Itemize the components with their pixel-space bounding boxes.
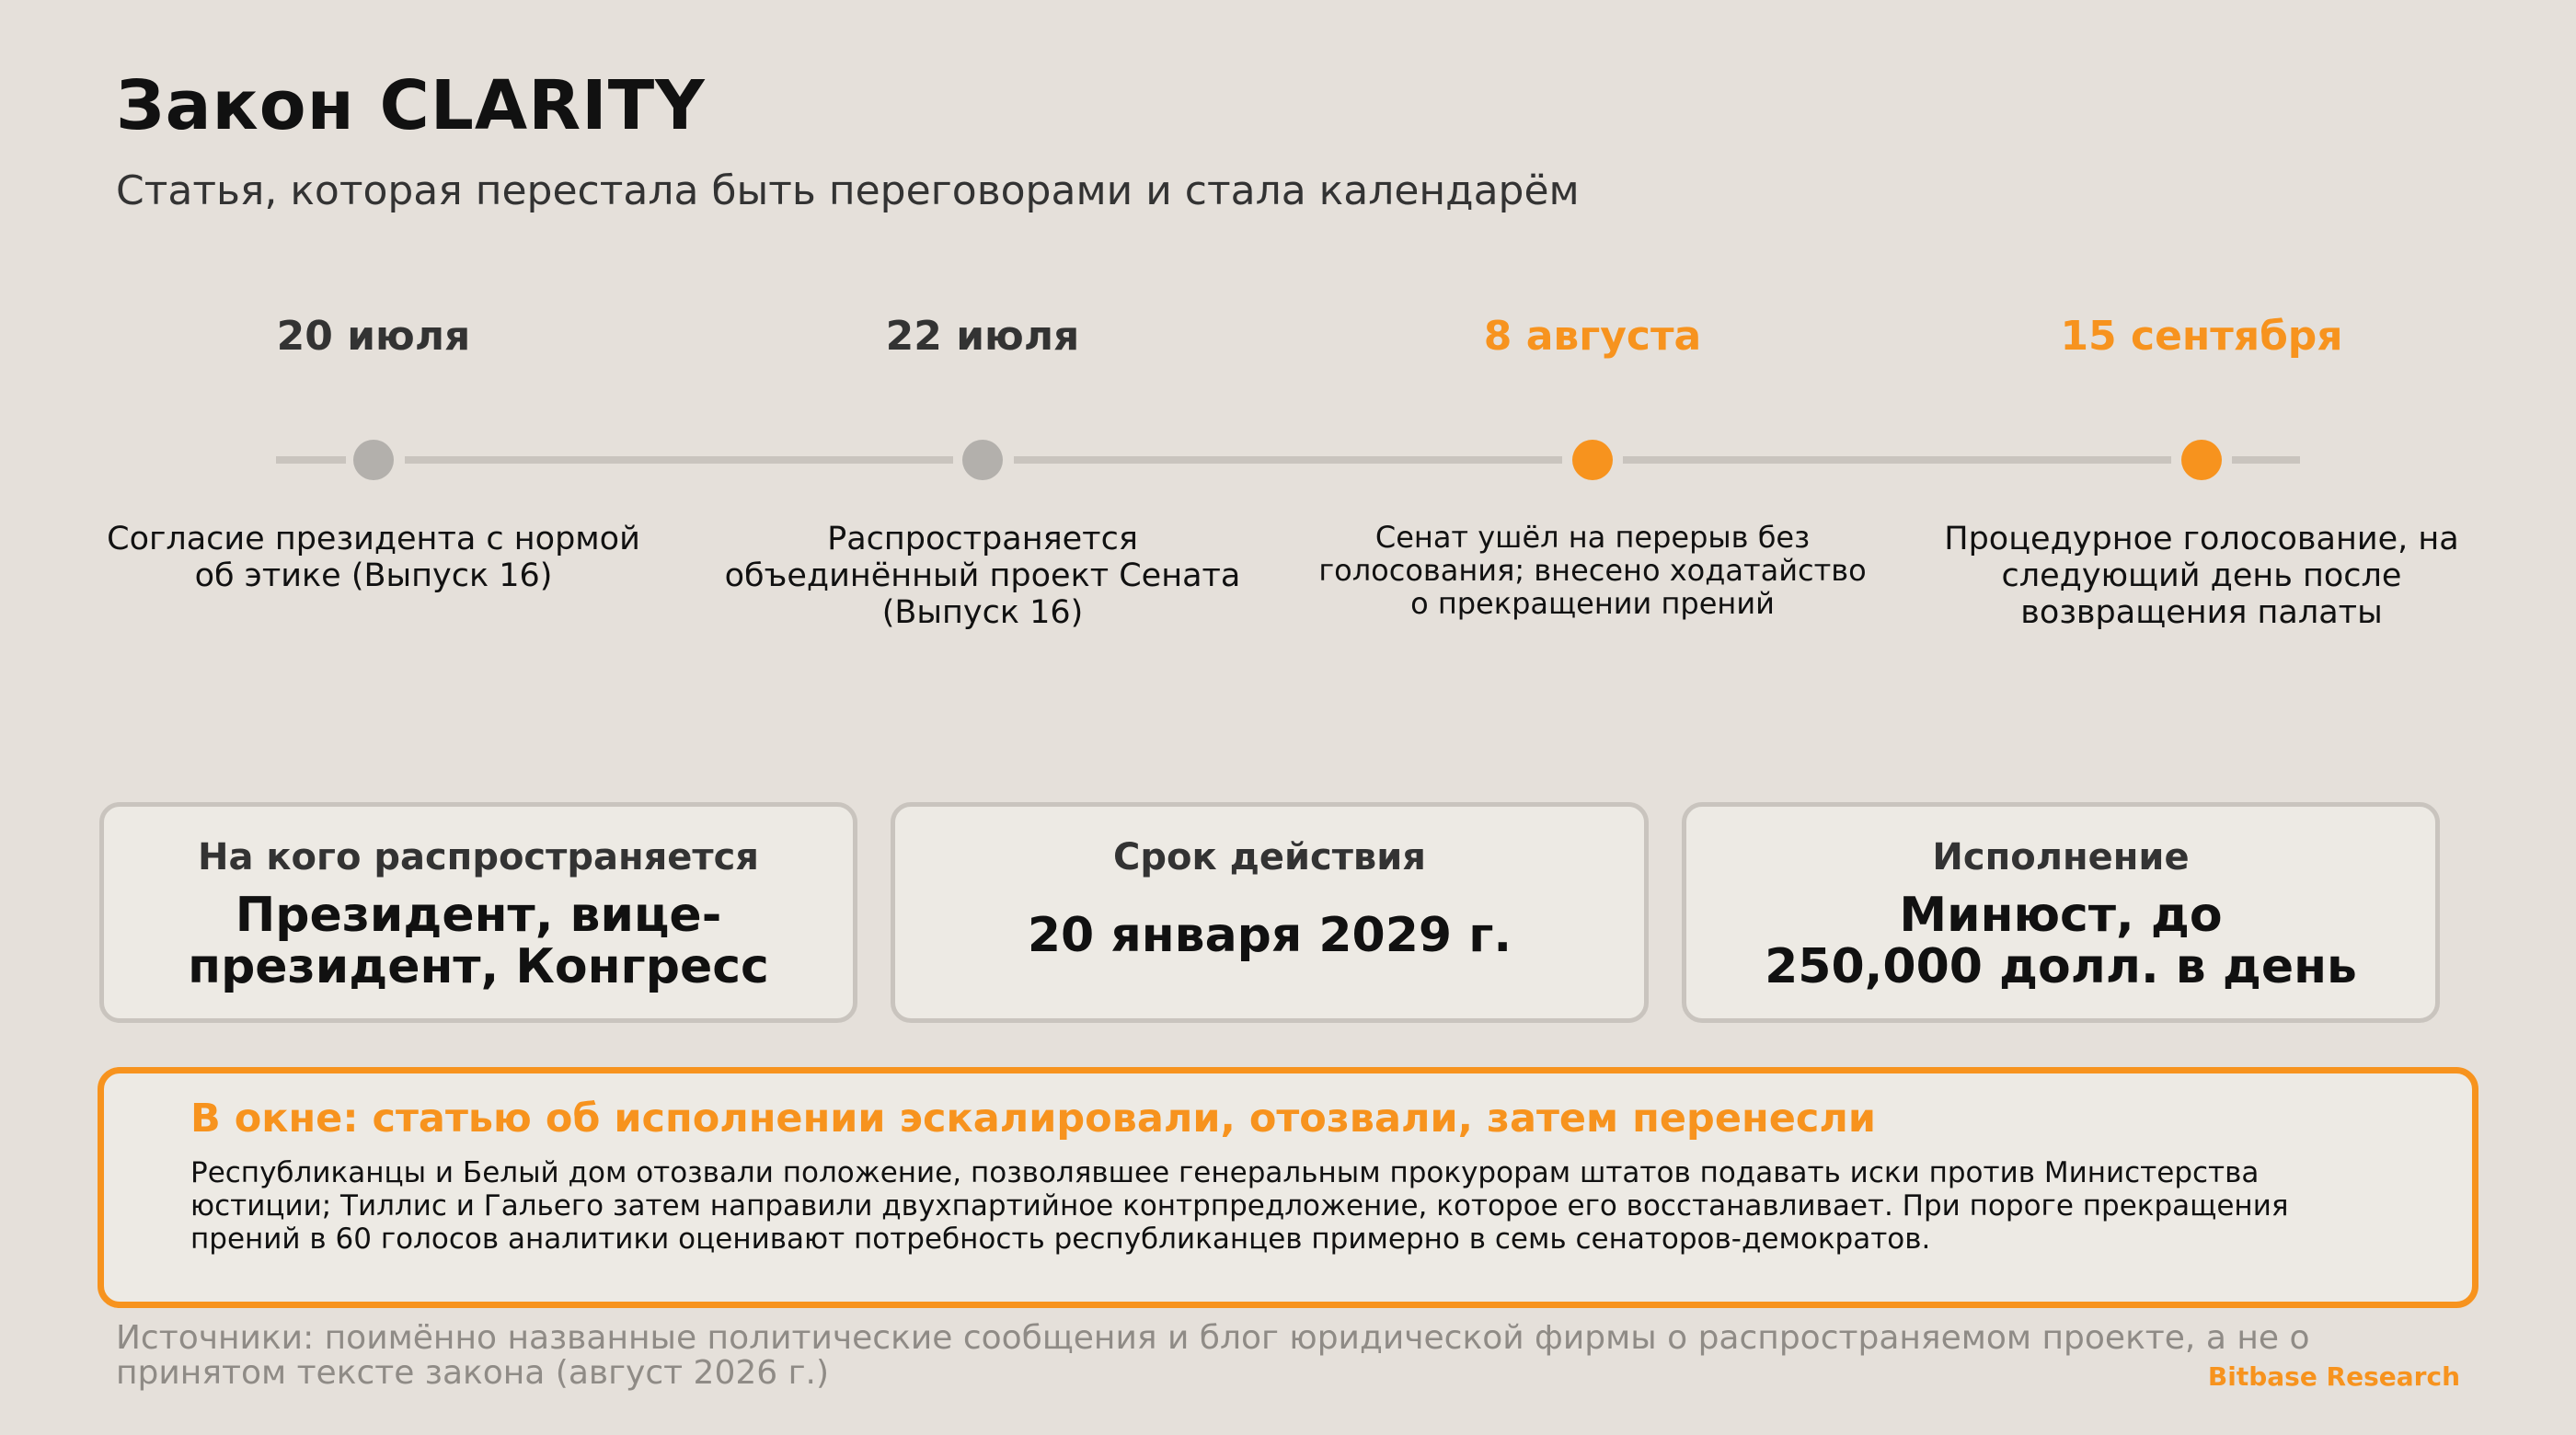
card-label: Исполнение [1932,836,2190,878]
timeline-line-segment [276,456,346,464]
timeline-date: 22 июля [885,313,1080,360]
card-value-line: Президент, вице- [235,888,722,943]
callout-body-line: Республиканцы и Белый дом отозвали положение, позволявшее генеральным прокурорам штатов подавать иски против Министерства [190,1156,2260,1189]
card-label: На кого распространяется [198,836,759,878]
timeline-dot [1572,440,1613,480]
timeline-date: 15 сентября [2060,313,2343,360]
timeline-date: 20 июля [276,313,471,360]
callout-box [98,1067,2478,1308]
timeline-description: Распространяется объединённый проект Сената (Выпуск 16) [724,521,1241,631]
timeline-line-segment [1014,456,1562,464]
card-value [914,910,1626,961]
timeline-line-segment [2232,456,2300,464]
timeline-dot [353,440,394,480]
timeline-description: Процедурное голосование, на следующий день после возвращения палаты [1944,521,2459,631]
card-value-line: президент, Конгресс [188,939,769,994]
brand-logo: Bitbase Research [2207,1361,2460,1392]
callout-body-line: юстиции; Тиллис и Гальего затем направили двухпартийное контрпредложение, которое его восстанавливает. При пороге прекращения [190,1189,2289,1223]
timeline-line-segment [405,456,953,464]
card-value-line: Минюст, до [1899,888,2223,943]
card-enforcement [1682,802,2440,1023]
card-term [891,802,1649,1023]
card-value [122,890,834,993]
card-coverage [99,802,857,1023]
timeline-dot [2181,440,2222,480]
page-subtitle: Статья, которая перестала быть переговорами и стала календарём [116,167,1580,214]
card-value-line: 20 января 2029 г. [1027,908,1512,963]
timeline-dot [962,440,1003,480]
callout-body [190,1156,2417,1256]
card-value [1705,890,2417,993]
timeline-description: Сенат ушёл на перерыв без голосования; внесено ходатайство о прекращении прений [1318,520,1867,621]
sources-note [116,1321,2324,1391]
sources-line: принятом тексте закона (август 2026 г.) [116,1354,830,1392]
card-value-line: 250,000 долл. в день [1765,939,2357,994]
page-title: Закон CLARITY [116,66,706,145]
timeline-date: 8 августа [1483,313,1702,360]
card-label: Срок действия [1113,836,1426,878]
sources-line: Источники: поимённо названные политические сообщения и блог юридической фирмы о распространяемом проекте, а не о [116,1319,2310,1357]
callout-body-line: прений в 60 голосов аналитики оценивают потребность республиканцев примерно в семь сенаторов-демократов. [190,1223,1931,1256]
timeline-line-segment [1623,456,2171,464]
callout-title: В окне: статью об исполнении эскалировали, отозвали, затем перенесли [190,1096,1876,1142]
timeline-description: Согласие президента с нормой об этике (Выпуск 16) [107,521,640,594]
